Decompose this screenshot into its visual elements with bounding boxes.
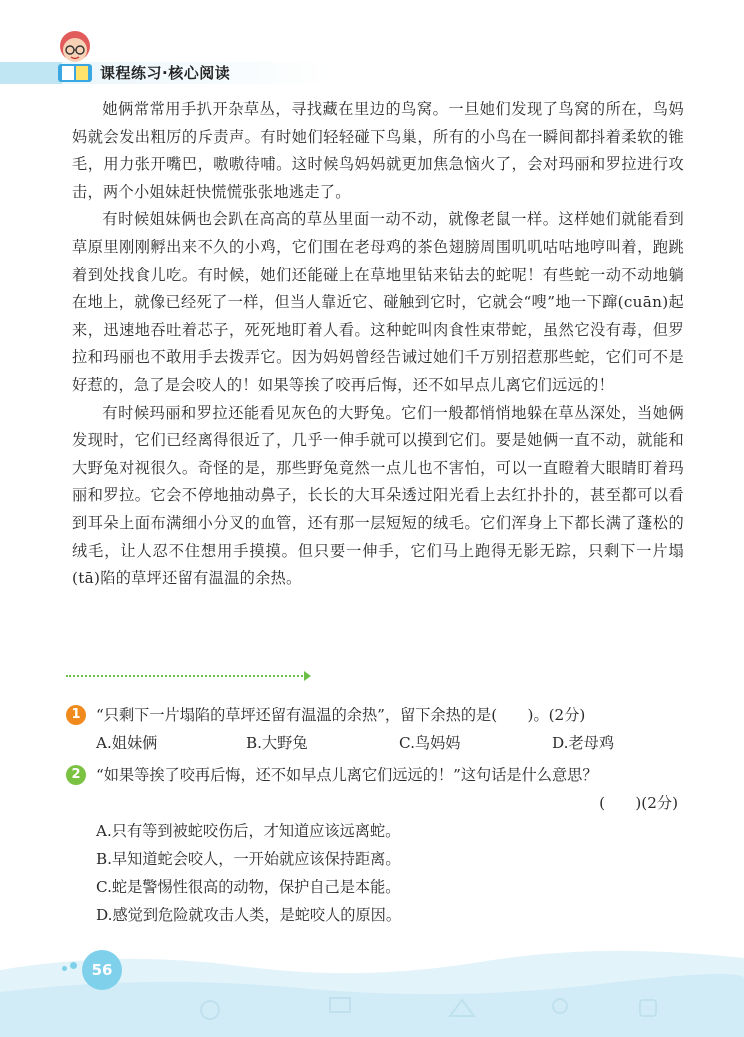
question-2-option-d[interactable]: D.感觉到危险就攻击人类，是蛇咬人的原因。: [96, 906, 402, 924]
question-1-option-d[interactable]: D.老母鸡: [552, 734, 615, 752]
reading-child-mascot-icon: [50, 28, 100, 84]
passage-paragraph-1: 她俩常常用手扒开杂草丛，寻找藏在里边的鸟窝。一旦她们发现了鸟窝的所在，鸟妈妈就会发出粗厉的斥责声。有时她们轻轻碰下鸟巢，所有的小鸟在一瞬间都抖着柔软的锥毛，用力张开嘴巴，嗷嗷待哺。这时候鸟妈妈就更加焦急恼火了，会对玛丽和罗拉进行攻击，两个小姐妹赶快慌慌张张地逃走了。: [72, 100, 684, 201]
question-1-option-b[interactable]: B.大野兔: [246, 734, 308, 752]
footer-dot: [70, 962, 77, 969]
question-1: [66, 702, 686, 730]
divider-arrow-icon: [304, 671, 311, 681]
dotted-divider: [66, 675, 306, 677]
question-2-number-badge: 2: [66, 765, 86, 785]
question-1-text: “只剩下一片塌陷的草坪还留有温温的余热”，留下余热的是( )。(2分): [96, 706, 586, 724]
question-2: [66, 762, 686, 818]
question-1-number-badge: 1: [66, 705, 86, 725]
footer-dot: [62, 966, 67, 971]
question-1-option-a[interactable]: A.姐妹俩: [96, 734, 158, 752]
question-2-text: “如果等挨了咬再后悔，还不如早点儿离它们远远的！”这句话是什么意思？: [96, 766, 598, 784]
question-2-answer-blank[interactable]: ( )(2分): [599, 794, 678, 812]
question-1-option-c[interactable]: C.鸟妈妈: [399, 734, 461, 752]
reading-passage: [72, 96, 684, 593]
passage-paragraph-2: 有时候姐妹俩也会趴在高高的草丛里面一动不动，就像老鼠一样。这样她们就能看到草原里刚刚孵出来不久的小鸡，它们围在老母鸡的茶色翅膀周围叽叽咕咕地哼叫着，跑跳着到处找食儿吃。有时候，她们还能碰上在草地里钻来钻去的蛇呢！有些蛇一动不动地躺在地上，就像已经死了一样，但当人靠近它、碰触到它时，它就会“嗖”地一下蹿(cuān)起来，迅速地吞吐着芯子，死死地盯着人看。这种蛇叫肉食性束带蛇，虽然它没有毒，但罗拉和玛丽也不敢用手去拨弄它。因为妈妈曾经告诫过她们千万别招惹那些蛇，它们可不是好惹的，急了是会咬人的！如果等挨了咬再后悔，还不如早点儿离它们远远的！: [72, 210, 684, 394]
question-1-options: [96, 730, 656, 756]
question-2-option-a[interactable]: A.只有等到被蛇咬伤后，才知道应该远离蛇。: [96, 822, 401, 840]
question-2-option-b[interactable]: B.早知道蛇会咬人，一开始就应该保持距离。: [96, 850, 401, 868]
header-title: 课程练习·核心阅读: [100, 64, 231, 82]
passage-paragraph-3: 有时候玛丽和罗拉还能看见灰色的大野兔。它们一般都悄悄地躲在草丛深处，当她俩发现时，它们已经离得很近了，几乎一伸手就可以摸到它们。要是她俩一直不动，就能和大野兔对视很久。奇怪的是，那些野兔竟然一点儿也不害怕，可以一直瞪着大眼睛盯着玛丽和罗拉。它会不停地抽动鼻子，长长的大耳朵透过阳光看上去红扑扑的，甚至都可以看到耳朵上面布满细小分叉的血管，还有那一层短短的绒毛。它们浑身上下都长满了蓬松的绒毛，让人忍不住想用手摸摸。但只要一伸手，它们马上跑得无影无踪，只剩下一片塌(tā)陷的草坪还留有温温的余热。: [72, 403, 684, 588]
question-2-option-c[interactable]: C.蛇是警惕性很高的动物，保护自己是本能。: [96, 878, 401, 896]
page-number-badge: 56: [82, 950, 122, 990]
